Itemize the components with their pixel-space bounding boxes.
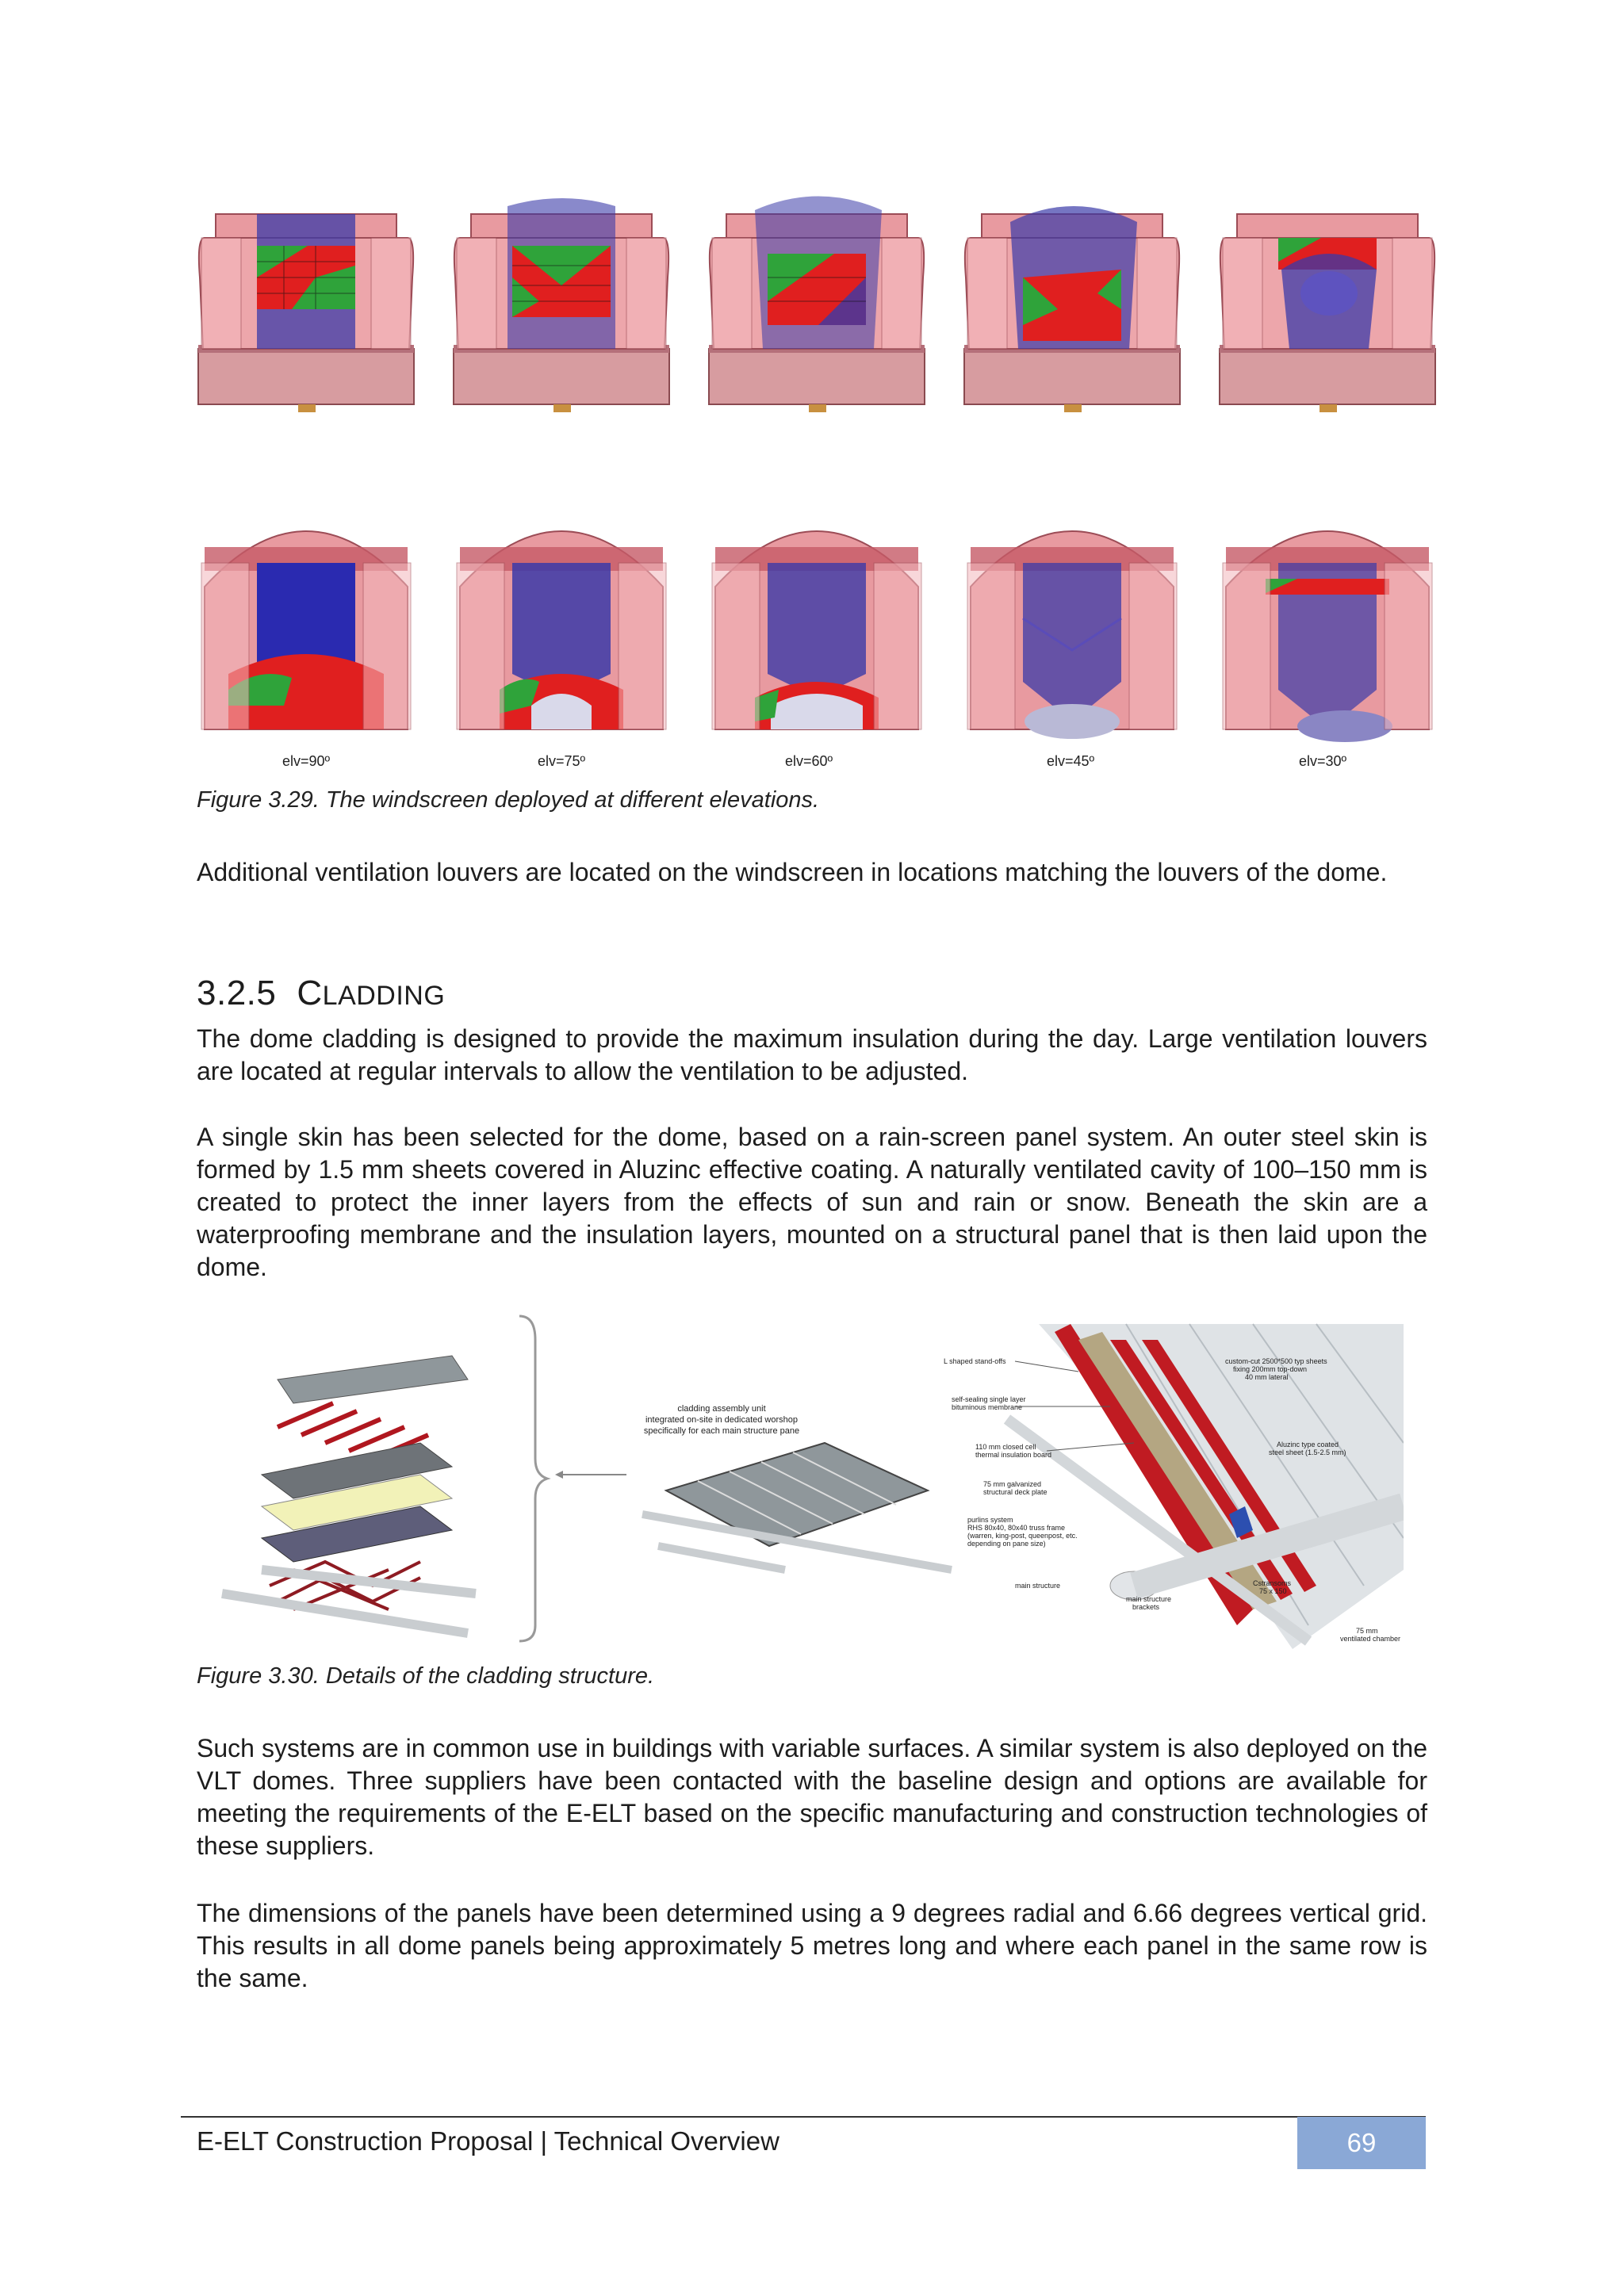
label-purlins: (warren, king-post, queenpost, etc.: [967, 1532, 1078, 1540]
label-membrane: self-sealing single layer: [952, 1395, 1026, 1403]
label-ventilated: ventilated chamber: [1340, 1635, 1401, 1643]
label-l-shaped: L shaped stand-offs: [944, 1357, 1006, 1365]
label-deck: 75 mm galvanized: [983, 1480, 1042, 1488]
exploded-layers: [222, 1316, 626, 1641]
page-number: 69: [1297, 2117, 1426, 2169]
footer-title: E-ELT Construction Proposal | Technical Overview: [197, 2126, 779, 2156]
section-title-initial: C: [297, 974, 323, 1012]
section-number: 3.2.5: [197, 974, 277, 1012]
elevation-label: elv=30º: [1298, 753, 1347, 769]
label-purlins: purlins system: [967, 1516, 1013, 1524]
elevation-labels: [197, 753, 1437, 772]
section-heading-cladding: [197, 974, 445, 1013]
assembly-unit: [642, 1404, 952, 1570]
figure-3-29-front-views: [197, 492, 1437, 753]
label-custom-sheets: 40 mm lateral: [1245, 1373, 1289, 1381]
figure-3-30-cladding-diagram: [214, 1308, 1404, 1649]
dome-front-elv-30: [1218, 492, 1437, 753]
paragraph-single-skin: A single skin has been selected for the dome, based on a rain-screen panel system. An outer steel skin is formed by 1.5 mm sheets covered in Aluzinc effective coating. A naturally ventilated cavity of 100–150 mm is created to protect the inner layers from the effects of sun and rain or snow. Beneath the skin are a waterproofing membrane and the insulation layers, mounted on a structural panel that is then laid upon the dome.: [197, 1123, 1427, 1281]
label-ventilated: 75 mm: [1356, 1627, 1378, 1635]
paragraph-panel-dimensions: The dimensions of the panels have been determined using a 9 degrees radial and 6.66 degrees vertical grid. This results in all dome panels being approximately 5 metres long and where each panel in the same row is the same.: [197, 1899, 1427, 1992]
cladding-section-detail: [944, 1324, 1404, 1649]
label-custom-sheets: fixing 200mm top-down: [1233, 1365, 1308, 1373]
label-insulation: 110 mm closed cell: [975, 1443, 1036, 1451]
label-aluzinc: steel sheet (1.5-2.5 mm): [1269, 1448, 1346, 1456]
paragraph-windscreen-louvers: Additional ventilation louvers are located on the windscreen in locations matching the louvers of the dome.: [197, 858, 1388, 886]
label-insulation: thermal insulation board: [975, 1451, 1052, 1459]
dome-side-elv-75: [452, 190, 671, 428]
assembly-label-line: cladding assembly unit: [677, 1404, 766, 1414]
label-aluzinc: Aluzinc type coated: [1277, 1441, 1339, 1448]
paragraph-cladding-intro: The dome cladding is designed to provide the maximum insulation during the day. Large ventilation louvers are located at regular intervals to allow the ventilation to be adjusted.: [197, 1024, 1427, 1085]
assembly-label-line: integrated on-site in dedicated worshop: [645, 1415, 799, 1425]
dome-front-elv-45: [963, 492, 1182, 753]
footer-divider: [181, 2116, 1426, 2118]
label-main-structure: main structure: [1015, 1582, 1061, 1590]
dome-side-elv-45: [963, 190, 1182, 428]
figure-3-30-caption: Figure 3.30. Details of the cladding structure.: [197, 1663, 655, 1689]
figure-3-29-caption: Figure 3.29. The windscreen deployed at different elevations.: [197, 787, 820, 813]
label-cstransoms: Cstransoms: [1253, 1579, 1292, 1587]
label-brackets: main structure: [1126, 1595, 1172, 1603]
label-custom-sheets: custom-cut 2500*500 typ sheets: [1225, 1357, 1327, 1365]
figure-3-29-side-views: [197, 190, 1437, 428]
dome-front-elv-75: [452, 492, 671, 753]
assembly-label-line: specifically for each main structure pane: [643, 1426, 800, 1436]
label-brackets: brackets: [1132, 1603, 1160, 1611]
dome-side-elv-90: [197, 190, 416, 428]
dome-side-elv-30: [1218, 190, 1437, 428]
label-deck: structural deck plate: [983, 1488, 1048, 1496]
elevation-label: elv=90º: [282, 753, 331, 769]
elevation-label: elv=60º: [784, 753, 833, 769]
label-purlins: RHS 80x40, 80x40 truss frame: [967, 1524, 1066, 1532]
elevation-label: elv=45º: [1046, 753, 1095, 769]
label-purlins: depending on pane size): [967, 1540, 1046, 1548]
elevation-label: elv=75º: [537, 753, 586, 769]
dome-front-elv-60: [707, 492, 926, 753]
label-membrane: bituminous membrane: [952, 1403, 1023, 1411]
section-title-rest: LADDING: [322, 981, 446, 1011]
label-cstransoms: 75 x 150: [1259, 1587, 1287, 1595]
paragraph-common-use: Such systems are in common use in buildings with variable surfaces. A similar system is also deployed on the VLT domes. Three suppliers have been contacted with the baseline design and options are available for meeting the requirements of the E-ELT based on the specific manufacturing and construction technologies of these suppliers.: [197, 1734, 1427, 1860]
dome-front-elv-90: [197, 492, 416, 753]
dome-side-elv-60: [707, 190, 926, 428]
